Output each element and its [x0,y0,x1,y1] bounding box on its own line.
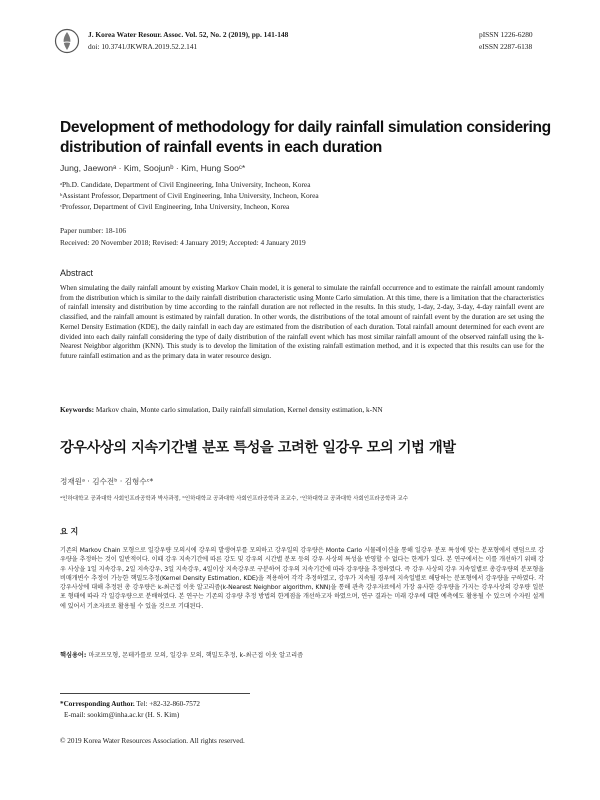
eissn: eISSN 2287-6138 [479,42,533,51]
doi[interactable]: doi: 10.3741/JKWRA.2019.52.2.141 [88,42,198,51]
korean-keywords [60,650,544,659]
keywords-list: Markov chain, Monte carlo simulation, Daily rainfall simulation, Kernel density estimation, k-NN [94,405,383,414]
paper-title: Development of methodology for daily rainfall simulation considering distribution of rainfall events in each duration [60,119,551,156]
journal-citation: J. Korea Water Resour. Assoc. Vol. 52, No. 2 (2019), pp. 141-148 [88,30,289,39]
korean-affiliations: ᵃ인하대학교 공과대학 사회인프라공학과 박사과정, ᵇ인하대학교 공과대학 사회인프라공학과 조교수, ᶜ인하대학교 공과대학 사회인프라공학과 교수 [60,496,409,502]
journal-logo-icon [54,28,80,54]
affiliation-b: ᵇAssistant Professor, Department of Civil Engineering, Inha University, Incheon, Korea [60,191,319,200]
keywords-label: Keywords: [60,405,95,414]
footnote-divider [60,693,250,694]
korean-abstract-text: 기존의 Markov Chain 모형으로 일강우량 모의시에 강우의 발생여부를 모의하고 강우일의 강우량은 Monte Carlo 시뮬레이션을 통해 일강우 분포 특성에 맞는 분포형에서 랜덤으로 강우량을 추정하는 것이 일반적이다. 이때 강우 지속기간에 따른 강도 및 강우의 시간별 분포 등의 강우 사상의 특성을 반영할 수 없다는 한계가 있다. 본 연구에서는 이를 개선하기 위해 강우 사상을 1일 지속강우, 2일 지속강우, 3일 지속강우, 4일이상 지속강우로 구분하여 강우의 지속기간에 따라 강우량을 추정하였다. 즉 강우 사상의 강우 지속일별로 총강우량의 분포형을 비매개변수 추정이 가능한 핵밀도추정(Kernel Density Estimation, KDE)을 적용하여 각각 추정하였고, 강우가 지속될 경우에 지속일별로 해당하는 분포형에서 강우량을 구하였다. 각 강우사상에 대해 추정된 총 강우량은 k-최근접 이웃 알고리즘(k-Nearest Neighbor algorithm, KNN)을 통해 관측 강우자료에서 가장 유사한 강우량을 가지는 강우사상의 강우량 일분포 형태에 따라 각 일강우량으로 분배하였다. 본 연구는 기존의 강우량 추정 방법의 한계점을 개선하고자 하였으며, 연구 결과는 미래 강우에 대한 예측에도 활용될 수 있으며 수자원 설계에 있어서 기초자료로 활용될 수 있을 것으로 기대된다. [60,547,544,610]
corresponding-author [60,699,200,709]
korean-abstract-heading: 요 지 [60,527,79,536]
abstract-text: When simulating the daily rainfall amount by existing Markov Chain model, it is general to simulate the rainfall occurrence and to estimate the rainfall amount randomly from the distribution which is similar to the daily rainfall distribution characteristic using Monte Carlo simulation. At this time, there is a limitation that the characteristics of rainfall intensity and distribution by time according to the rainfall duration are not reflected in the results. In this study, 1-day, 2-day, 3-day, 4-day rainfall event are classified, and the rainfall amount is estimated by rainfall duration. In other words, the distributions of the total amount of rainfall event by the duration are set using the Kernel Density Estimation (KDE), the daily rainfall in each day are estimated from the distribution of each duration. Total rainfall amount determined for each event are divided into each daily rainfall considering the type of daily distribution of the rainfall event which has most similar rainfall amount of the observed rainfall using the k-Nearest Neighbor algorithm (KNN). This study is to develop the limitation of the existing rainfall estimation method, and it is expected that this results can use for the future rainfall estimation and as the primary data in water resource design. [60,284,544,360]
corresponding-label: *Corresponding Author. [60,700,135,708]
affiliation-a: ᵃPh.D. Candidate, Department of Civil Engineering, Inha University, Incheon, Korea [60,180,311,189]
submission-dates: Received: 20 November 2018; Revised: 4 January 2019; Accepted: 4 January 2019 [60,238,306,247]
copyright: © 2019 Korea Water Resources Association. All rights reserved. [60,737,245,745]
abstract-heading: Abstract [60,268,94,278]
korean-author-list: 정재원ᵃ · 김수전ᵇ · 김형수ᶜ* [60,477,154,486]
korean-title: 강우사상의 지속기간별 분포 특성을 고려한 일강우 모의 기법 개발 [60,440,456,456]
pissn: pISSN 1226-6280 [479,30,533,39]
corresponding-email[interactable]: E-mail: sookim@inha.ac.kr (H. S. Kim) [64,711,180,719]
korean-keywords-list: 마코프모형, 몬테카를로 모의, 일강우 모의, 핵밀도추정, k-최근접 이웃 알고리즘 [86,652,304,659]
affiliation-c: ᶜProfessor, Department of Civil Engineering, Inha University, Incheon, Korea [60,202,290,211]
korean-keywords-label: 핵심용어: [60,652,87,659]
author-list: Jung, Jaewonᵃ · Kim, Soojunᵇ · Kim, Hung Sooᶜ* [60,163,246,173]
corresponding-tel: Tel: +82-32-860-7572 [134,700,201,708]
paper-number: Paper number: 18-106 [60,226,127,235]
keywords [60,405,544,415]
